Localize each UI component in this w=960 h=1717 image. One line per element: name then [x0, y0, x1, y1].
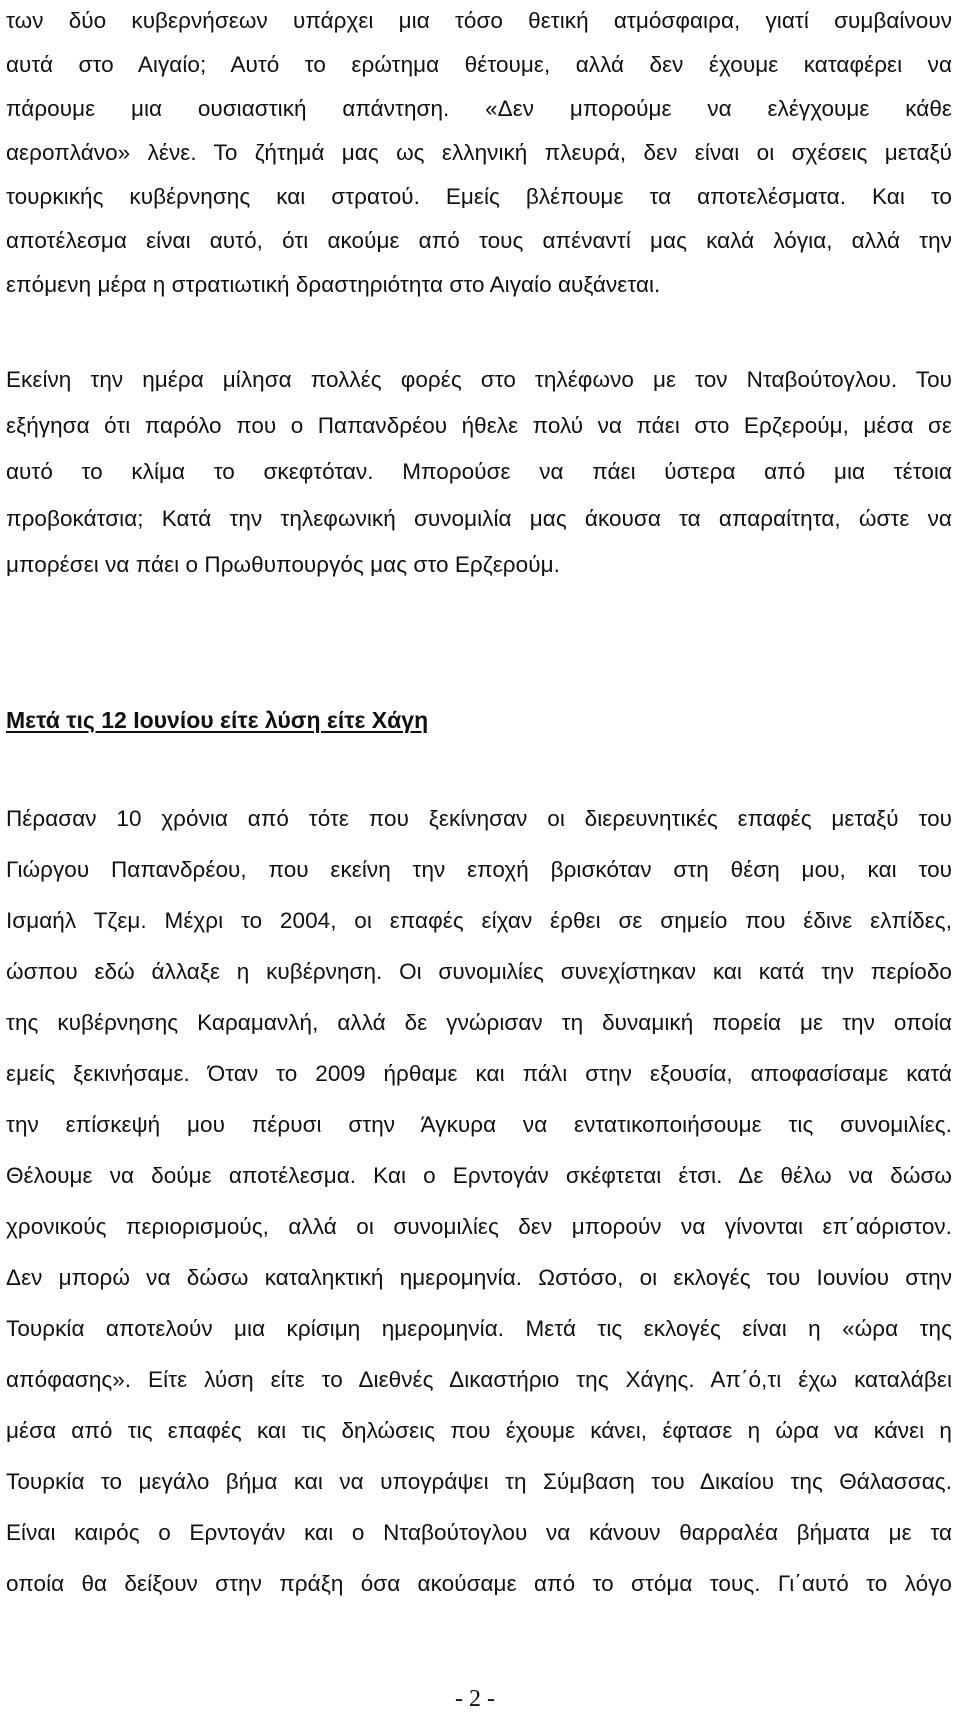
- text-line: την επίσκεψή μου πέρυσι στην Άγκυρα να εντατικοποιήσουμε τις συνομιλίες.: [6, 1112, 952, 1137]
- text-line: Γιώργου Παπανδρέου, που εκείνη την εποχή βρισκόταν στη θέση μου, και του: [6, 857, 952, 882]
- text-line: πάρουμε μια ουσιαστική απάντηση. «Δεν μπορούμε να ελέγχουμε κάθε: [6, 96, 952, 121]
- text-line: Είναι καιρός ο Ερντογάν και ο Νταβούτογλου να κάνουν θαρραλέα βήματα με τα: [6, 1520, 952, 1545]
- text-line: Δεν μπορώ να δώσω καταληκτική ημερομηνία. Ωστόσο, οι εκλογές του Ιουνίου στην: [6, 1265, 952, 1290]
- text-line: αποτέλεσμα είναι αυτό, ότι ακούμε από τους απέναντί μας καλά λόγια, αλλά την: [6, 228, 952, 253]
- text-line: επόμενη μέρα η στρατιωτική δραστηριότητα στο Αιγαίο αυξάνεται.: [6, 272, 661, 297]
- text-line: χρονικούς περιορισμούς, αλλά οι συνομιλίες δεν μπορούν να γίνονται επ΄αόριστον.: [6, 1214, 952, 1239]
- text-line: οποία θα δείξουν στην πράξη όσα ακούσαμε από το στόμα τους. Γι΄αυτό το λόγο: [6, 1571, 952, 1596]
- section-heading: Μετά τις 12 Ιουνίου είτε λύση είτε Χάγη: [6, 707, 429, 733]
- text-line: εξήγησα ότι παρόλο που ο Παπανδρέου ήθελε πολύ να πάει στο Ερζερούμ, μέσα σε: [6, 413, 952, 438]
- text-line: προβοκάτσια; Κατά την τηλεφωνική συνομιλία μας άκουσα τα απαραίτητα, ώστε να: [6, 506, 952, 531]
- text-line: των δύο κυβερνήσεων υπάρχει μια τόσο θετική ατμόσφαιρα, γιατί συμβαίνουν: [6, 8, 952, 33]
- text-line: Πέρασαν 10 χρόνια από τότε που ξεκίνησαν οι διερευνητικές επαφές μεταξύ του: [6, 806, 952, 831]
- text-line: Τουρκία αποτελούν μια κρίσιμη ημερομηνία. Μετά τις εκλογές είναι η «ώρα της: [6, 1316, 952, 1341]
- text-line: εμείς ξεκινήσαμε. Όταν το 2009 ήρθαμε και πάλι στην εξουσία, αποφασίσαμε κατά: [6, 1061, 952, 1086]
- text-line: μπορέσει να πάει ο Πρωθυπουργός μας στο Ερζερούμ.: [6, 552, 560, 577]
- text-line: της κυβέρνησης Καραμανλή, αλλά δε γνώρισαν τη δυναμική πορεία με την οποία: [6, 1010, 952, 1035]
- text-line: Θέλουμε να δούμε αποτέλεσμα. Και ο Ερντογάν σκέφτεται έτσι. Δε θέλω να δώσω: [6, 1163, 952, 1188]
- text-line: Ισμαήλ Τζεμ. Μέχρι το 2004, οι επαφές είχαν έρθει σε σημείο που έδινε ελπίδες,: [6, 908, 952, 933]
- text-line: απόφασης». Είτε λύση είτε το Διεθνές Δικαστήριο της Χάγης. Απ΄ό,τι έχω καταλάβει: [6, 1367, 952, 1392]
- text-line: Εκείνη την ημέρα μίλησα πολλές φορές στο τηλέφωνο με τον Νταβούτογλου. Του: [6, 367, 952, 392]
- text-line: αυτά στο Αιγαίο; Αυτό το ερώτημα θέτουμε, αλλά δεν έχουμε καταφέρει να: [6, 52, 952, 77]
- text-line: αυτό το κλίμα το σκεφτόταν. Μπορούσε να πάει ύστερα από μια τέτοια: [6, 459, 952, 484]
- text-line: ώσπου εδώ άλλαξε η κυβέρνηση. Οι συνομιλίες συνεχίστηκαν και κατά την περίοδο: [6, 959, 952, 984]
- text-line: Τουρκία το μεγάλο βήμα και να υπογράψει τη Σύμβαση του Δικαίου της Θάλασσας.: [6, 1469, 952, 1494]
- text-line: μέσα από τις επαφές και τις δηλώσεις που έχουμε κάνει, έφτασε η ώρα να κάνει η: [6, 1418, 952, 1443]
- text-line: αεροπλάνο» λένε. Το ζήτημά μας ως ελληνική πλευρά, δεν είναι οι σχέσεις μεταξύ: [6, 140, 952, 165]
- text-line: τουρκικής κυβέρνησης και στρατού. Εμείς βλέπουμε τα αποτελέσματα. Και το: [6, 184, 952, 209]
- page-number: - 2 -: [455, 1686, 495, 1712]
